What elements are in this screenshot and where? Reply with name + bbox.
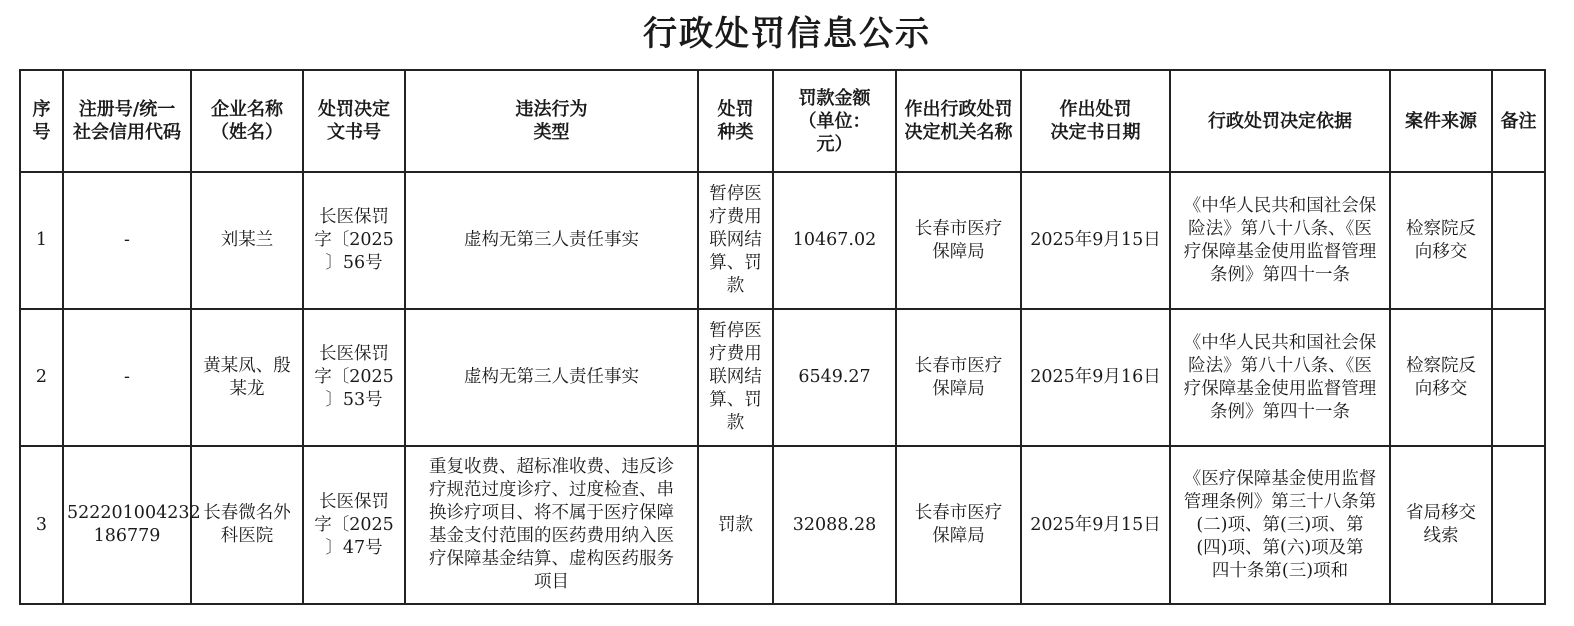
cell-seq: 1 — [20, 172, 63, 309]
penalty-table — [19, 69, 1546, 605]
cell-basis: 《中华人民共和国社会保 险法》第八十八条、《医 疗保障基金使用监督管理 条例》第四十一条 — [1170, 309, 1390, 446]
cell-date: 2025年9月15日 — [1021, 446, 1170, 604]
cell-remark — [1492, 172, 1545, 309]
cell-basis: 《中华人民共和国社会保 险法》第八十八条、《医 疗保障基金使用监督管理 条例》第四十一条 — [1170, 172, 1390, 309]
cell-violation: 虚构无第三人责任事实 — [405, 172, 698, 309]
header-row — [20, 70, 1545, 172]
cell-penalty-type: 暂停医 疗费用 联网结 算、罚 款 — [698, 172, 773, 309]
cell-seq: 2 — [20, 309, 63, 446]
table-row — [20, 172, 1545, 309]
header-penalty-type: 处罚 种类 — [698, 70, 773, 172]
cell-authority: 长春市医疗 保障局 — [896, 309, 1021, 446]
cell-authority: 长春市医疗 保障局 — [896, 446, 1021, 604]
cell-violation: 虚构无第三人责任事实 — [405, 309, 698, 446]
header-date: 作出处罚 决定书日期 — [1021, 70, 1170, 172]
cell-penalty-type: 罚款 — [698, 446, 773, 604]
cell-name: 黄某凤、殷 某龙 — [191, 309, 303, 446]
cell-name: 刘某兰 — [191, 172, 303, 309]
cell-doc-no: 长医保罚 字〔2025 〕47号 — [303, 446, 405, 604]
cell-basis: 《医疗保障基金使用监督 管理条例》第三十八条第 (二)项、第(三)项、第 (四)项、第(六)项及第 四十条第(三)项和 — [1170, 446, 1390, 604]
cell-remark — [1492, 446, 1545, 604]
cell-violation: 重复收费、超标准收费、违反诊 疗规范过度诊疗、过度检查、串 换诊疗项目、将不属于医疗保障 基金支付范围的医药费用纳入医 疗保障基金结算、虚构医药服务 项目 — [405, 446, 698, 604]
header-name: 企业名称 （姓名） — [191, 70, 303, 172]
cell-date: 2025年9月15日 — [1021, 172, 1170, 309]
header-doc-no: 处罚决定 文书号 — [303, 70, 405, 172]
cell-amount: 10467.02 — [773, 172, 896, 309]
header-seq: 序 号 — [20, 70, 63, 172]
page-title: 行政处罚信息公示 — [643, 14, 931, 54]
cell-authority: 长春市医疗 保障局 — [896, 172, 1021, 309]
cell-doc-no: 长医保罚 字〔2025 〕53号 — [303, 309, 405, 446]
cell-date: 2025年9月16日 — [1021, 309, 1170, 446]
cell-code: - — [63, 172, 191, 309]
header-code: 注册号/统一 社会信用代码 — [63, 70, 191, 172]
cell-name: 长春微名外 科医院 — [191, 446, 303, 604]
header-remark: 备注 — [1492, 70, 1545, 172]
table-row — [20, 309, 1545, 446]
cell-remark — [1492, 309, 1545, 446]
header-basis: 行政处罚决定依据 — [1170, 70, 1390, 172]
header-source: 案件来源 — [1390, 70, 1492, 172]
header-amount: 罚款金额 （单位： 元） — [773, 70, 896, 172]
header-violation: 违法行为 类型 — [405, 70, 698, 172]
cell-amount: 32088.28 — [773, 446, 896, 604]
cell-amount: 6549.27 — [773, 309, 896, 446]
cell-source: 省局移交 线索 — [1390, 446, 1492, 604]
cell-code: 522201004232 186779 — [63, 446, 191, 604]
cell-code: - — [63, 309, 191, 446]
cell-doc-no: 长医保罚 字〔2025 〕56号 — [303, 172, 405, 309]
cell-penalty-type: 暂停医 疗费用 联网结 算、罚 款 — [698, 309, 773, 446]
cell-source: 检察院反 向移交 — [1390, 309, 1492, 446]
header-authority: 作出行政处罚 决定机关名称 — [896, 70, 1021, 172]
table-row — [20, 446, 1545, 604]
cell-seq: 3 — [20, 446, 63, 604]
cell-source: 检察院反 向移交 — [1390, 172, 1492, 309]
